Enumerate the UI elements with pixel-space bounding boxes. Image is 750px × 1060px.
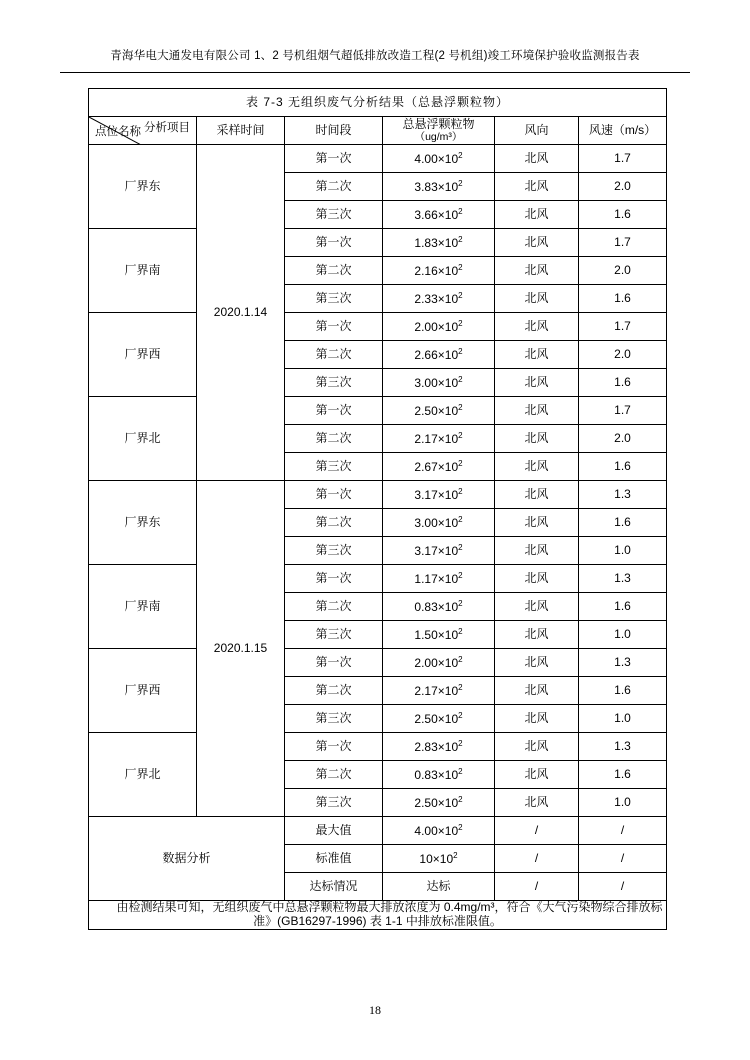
exponent: 2 bbox=[458, 234, 463, 244]
wind-direction-cell: 北风 bbox=[495, 313, 579, 341]
wind-speed-cell: 1.7 bbox=[579, 397, 667, 425]
period-cell: 第二次 bbox=[285, 173, 383, 201]
exponent: 2 bbox=[458, 598, 463, 608]
tsp-value-cell: $4.00\times 10^2$ bbox=[383, 145, 495, 173]
wind-direction-cell: 北风 bbox=[495, 761, 579, 789]
wind-direction-cell: 北风 bbox=[495, 705, 579, 733]
header-tsp-line2: （ug/m³） bbox=[414, 131, 463, 144]
exponent: 2 bbox=[458, 262, 463, 272]
wind-speed-cell: 1.6 bbox=[579, 593, 667, 621]
exponent: 2 bbox=[458, 318, 463, 328]
analysis-wind-speed-cell: / bbox=[579, 845, 667, 873]
exponent: 2 bbox=[458, 178, 463, 188]
sampling-date-cell: 2020.1.15 bbox=[197, 481, 285, 817]
analysis-wind-speed-cell: / bbox=[579, 817, 667, 845]
tsp-value-cell: $3.00\times 10^2$ bbox=[383, 509, 495, 537]
site-name-cell: 厂界北 bbox=[89, 397, 197, 481]
exponent: 2 bbox=[458, 570, 463, 580]
analysis-wind-speed-cell: / bbox=[579, 873, 667, 901]
exponent: 2 bbox=[458, 430, 463, 440]
exponent: 2 bbox=[458, 514, 463, 524]
tsp-value-cell: $2.50\times 10^2$ bbox=[383, 789, 495, 817]
wind-speed-cell: 1.7 bbox=[579, 229, 667, 257]
table-title-row bbox=[89, 89, 667, 117]
wind-speed-cell: 1.6 bbox=[579, 677, 667, 705]
period-cell: 第一次 bbox=[285, 313, 383, 341]
header-period: 时间段 bbox=[285, 117, 383, 145]
wind-direction-cell: 北风 bbox=[495, 285, 579, 313]
period-cell: 第二次 bbox=[285, 761, 383, 789]
table-row bbox=[89, 397, 667, 425]
wind-direction-cell: 北风 bbox=[495, 173, 579, 201]
tsp-value-cell: $2.50\times 10^2$ bbox=[383, 397, 495, 425]
exponent: 2 bbox=[458, 710, 463, 720]
site-name-cell: 厂界南 bbox=[89, 565, 197, 649]
wind-direction-cell: 北风 bbox=[495, 257, 579, 285]
tsp-value-cell: $0.83\times 10^2$ bbox=[383, 593, 495, 621]
wind-direction-cell: 北风 bbox=[495, 537, 579, 565]
period-cell: 第三次 bbox=[285, 201, 383, 229]
analysis-label-cell: 数据分析 bbox=[89, 817, 285, 901]
results-table-container bbox=[88, 88, 666, 930]
period-cell: 第三次 bbox=[285, 705, 383, 733]
period-cell: 第三次 bbox=[285, 285, 383, 313]
period-cell: 第一次 bbox=[285, 229, 383, 257]
tsp-value-cell: $2.17\times 10^2$ bbox=[383, 425, 495, 453]
period-cell: 第一次 bbox=[285, 397, 383, 425]
header-site-name-label: 点位名称 bbox=[95, 125, 141, 138]
wind-direction-cell: 北风 bbox=[495, 593, 579, 621]
tsp-value-cell: $2.00\times 10^2$ bbox=[383, 313, 495, 341]
exponent: 2 bbox=[458, 206, 463, 216]
site-name-cell: 厂界东 bbox=[89, 145, 197, 229]
wind-speed-cell: 1.6 bbox=[579, 761, 667, 789]
period-cell: 第一次 bbox=[285, 145, 383, 173]
wind-direction-cell: 北风 bbox=[495, 397, 579, 425]
wind-direction-cell: 北风 bbox=[495, 733, 579, 761]
wind-speed-cell: 1.6 bbox=[579, 201, 667, 229]
header-corner-cell bbox=[89, 117, 197, 145]
wind-speed-cell: 1.0 bbox=[579, 621, 667, 649]
period-cell: 第三次 bbox=[285, 621, 383, 649]
analysis-value-cell: $4.00\times 10^2$ bbox=[383, 817, 495, 845]
site-name-cell: 厂界东 bbox=[89, 481, 197, 565]
wind-speed-cell: 1.7 bbox=[579, 313, 667, 341]
conclusion-note: 由检测结果可知，无组织废气中总悬浮颗粒物最大排放浓度为 0.4mg/m³，符合《大气污染物综合排放标准》(GB16297-1996) 表 1-1 中排放标准限值。 bbox=[89, 901, 667, 930]
exponent: 2 bbox=[458, 822, 463, 832]
wind-direction-cell: 北风 bbox=[495, 789, 579, 817]
wind-direction-cell: 北风 bbox=[495, 565, 579, 593]
exponent: 2 bbox=[458, 486, 463, 496]
wind-direction-cell: 北风 bbox=[495, 649, 579, 677]
wind-direction-cell: 北风 bbox=[495, 425, 579, 453]
period-cell: 第一次 bbox=[285, 733, 383, 761]
exponent: 2 bbox=[458, 402, 463, 412]
tsp-value-cell: $3.00\times 10^2$ bbox=[383, 369, 495, 397]
header-divider bbox=[60, 72, 690, 73]
wind-speed-cell: 2.0 bbox=[579, 257, 667, 285]
tsp-value-cell: $2.66\times 10^2$ bbox=[383, 341, 495, 369]
analysis-wind-direction-cell: / bbox=[495, 817, 579, 845]
exponent: 2 bbox=[458, 682, 463, 692]
wind-direction-cell: 北风 bbox=[495, 481, 579, 509]
tsp-value-cell: $2.16\times 10^2$ bbox=[383, 257, 495, 285]
tsp-value-cell: $2.83\times 10^2$ bbox=[383, 733, 495, 761]
analysis-wind-direction-cell: / bbox=[495, 845, 579, 873]
tsp-value-cell: $3.17\times 10^2$ bbox=[383, 537, 495, 565]
tsp-value-cell: $2.67\times 10^2$ bbox=[383, 453, 495, 481]
period-cell: 第一次 bbox=[285, 481, 383, 509]
exponent: 2 bbox=[458, 290, 463, 300]
header-analysis-item-label: 分析项目 bbox=[144, 122, 190, 134]
period-cell: 第二次 bbox=[285, 341, 383, 369]
wind-direction-cell: 北风 bbox=[495, 453, 579, 481]
exponent: 2 bbox=[458, 794, 463, 804]
period-cell: 第二次 bbox=[285, 509, 383, 537]
tsp-value-cell: $1.50\times 10^2$ bbox=[383, 621, 495, 649]
tsp-value-cell: $2.00\times 10^2$ bbox=[383, 649, 495, 677]
period-cell: 第二次 bbox=[285, 425, 383, 453]
table-row bbox=[89, 481, 667, 509]
wind-speed-cell: 1.6 bbox=[579, 509, 667, 537]
wind-speed-cell: 1.3 bbox=[579, 649, 667, 677]
wind-speed-cell: 1.3 bbox=[579, 565, 667, 593]
header-sampling-time: 采样时间 bbox=[197, 117, 285, 145]
wind-direction-cell: 北风 bbox=[495, 621, 579, 649]
table-row bbox=[89, 229, 667, 257]
wind-speed-cell: 1.3 bbox=[579, 733, 667, 761]
table-caption: 表 7-3 无组织废气分析结果（总悬浮颗粒物） bbox=[89, 89, 667, 117]
wind-speed-cell: 1.7 bbox=[579, 145, 667, 173]
analysis-period-cell: 标准值 bbox=[285, 845, 383, 873]
wind-direction-cell: 北风 bbox=[495, 341, 579, 369]
analysis-period-cell: 最大值 bbox=[285, 817, 383, 845]
wind-speed-cell: 1.0 bbox=[579, 789, 667, 817]
site-name-cell: 厂界南 bbox=[89, 229, 197, 313]
exponent: 2 bbox=[458, 738, 463, 748]
exponent: 2 bbox=[458, 654, 463, 664]
header-tsp bbox=[383, 117, 495, 145]
sampling-date-cell: 2020.1.14 bbox=[197, 145, 285, 481]
header-tsp-line1: 总悬浮颗粒物 bbox=[402, 116, 475, 131]
exponent: 2 bbox=[453, 850, 458, 860]
exponent: 2 bbox=[458, 542, 463, 552]
table-row bbox=[89, 733, 667, 761]
wind-speed-cell: 1.6 bbox=[579, 369, 667, 397]
wind-direction-cell: 北风 bbox=[495, 509, 579, 537]
wind-direction-cell: 北风 bbox=[495, 369, 579, 397]
wind-direction-cell: 北风 bbox=[495, 201, 579, 229]
site-name-cell: 厂界西 bbox=[89, 313, 197, 397]
period-cell: 第三次 bbox=[285, 453, 383, 481]
analysis-period-cell: 达标情况 bbox=[285, 873, 383, 901]
exponent: 2 bbox=[458, 346, 463, 356]
tsp-value-cell: $1.83\times 10^2$ bbox=[383, 229, 495, 257]
wind-speed-cell: 1.6 bbox=[579, 285, 667, 313]
document-header-title: 青海华电大通发电有限公司 1、2 号机组烟气超低排放改造工程(2 号机组)竣工环境保护验收监测报告表 bbox=[110, 50, 640, 62]
header-wind-speed: 风速（m/s） bbox=[579, 117, 667, 145]
period-cell: 第一次 bbox=[285, 649, 383, 677]
site-name-cell: 厂界北 bbox=[89, 733, 197, 817]
period-cell: 第三次 bbox=[285, 537, 383, 565]
exponent: 2 bbox=[458, 150, 463, 160]
site-name-cell: 厂界西 bbox=[89, 649, 197, 733]
tsp-value-cell: $1.17\times 10^2$ bbox=[383, 565, 495, 593]
exponent: 2 bbox=[458, 374, 463, 384]
table-header-row bbox=[89, 117, 667, 145]
exponent: 2 bbox=[458, 626, 463, 636]
analysis-row bbox=[89, 817, 667, 845]
analysis-value-cell: 达标 bbox=[383, 873, 495, 901]
table-row bbox=[89, 313, 667, 341]
wind-speed-cell: 1.0 bbox=[579, 537, 667, 565]
wind-direction-cell: 北风 bbox=[495, 145, 579, 173]
analysis-value-cell: $10\times 10^2$ bbox=[383, 845, 495, 873]
page-number: 18 bbox=[369, 1003, 381, 1017]
tsp-value-cell: $0.83\times 10^2$ bbox=[383, 761, 495, 789]
wind-speed-cell: 1.3 bbox=[579, 481, 667, 509]
wind-speed-cell: 2.0 bbox=[579, 425, 667, 453]
tsp-results-table bbox=[88, 88, 667, 930]
tsp-value-cell: $2.50\times 10^2$ bbox=[383, 705, 495, 733]
table-row bbox=[89, 145, 667, 173]
wind-speed-cell: 1.0 bbox=[579, 705, 667, 733]
tsp-value-cell: $3.17\times 10^2$ bbox=[383, 481, 495, 509]
table-row bbox=[89, 649, 667, 677]
wind-speed-cell: 1.6 bbox=[579, 453, 667, 481]
wind-speed-cell: 2.0 bbox=[579, 173, 667, 201]
exponent: 2 bbox=[458, 458, 463, 468]
tsp-value-cell: $2.33\times 10^2$ bbox=[383, 285, 495, 313]
period-cell: 第一次 bbox=[285, 565, 383, 593]
analysis-wind-direction-cell: / bbox=[495, 873, 579, 901]
exponent: 2 bbox=[458, 766, 463, 776]
tsp-value-cell: $2.17\times 10^2$ bbox=[383, 677, 495, 705]
period-cell: 第二次 bbox=[285, 257, 383, 285]
note-row bbox=[89, 901, 667, 930]
wind-direction-cell: 北风 bbox=[495, 229, 579, 257]
period-cell: 第三次 bbox=[285, 369, 383, 397]
header-wind-direction: 风向 bbox=[495, 117, 579, 145]
wind-direction-cell: 北风 bbox=[495, 677, 579, 705]
tsp-value-cell: $3.66\times 10^2$ bbox=[383, 201, 495, 229]
period-cell: 第二次 bbox=[285, 677, 383, 705]
period-cell: 第二次 bbox=[285, 593, 383, 621]
tsp-value-cell: $3.83\times 10^2$ bbox=[383, 173, 495, 201]
period-cell: 第三次 bbox=[285, 789, 383, 817]
table-row bbox=[89, 565, 667, 593]
wind-speed-cell: 2.0 bbox=[579, 341, 667, 369]
